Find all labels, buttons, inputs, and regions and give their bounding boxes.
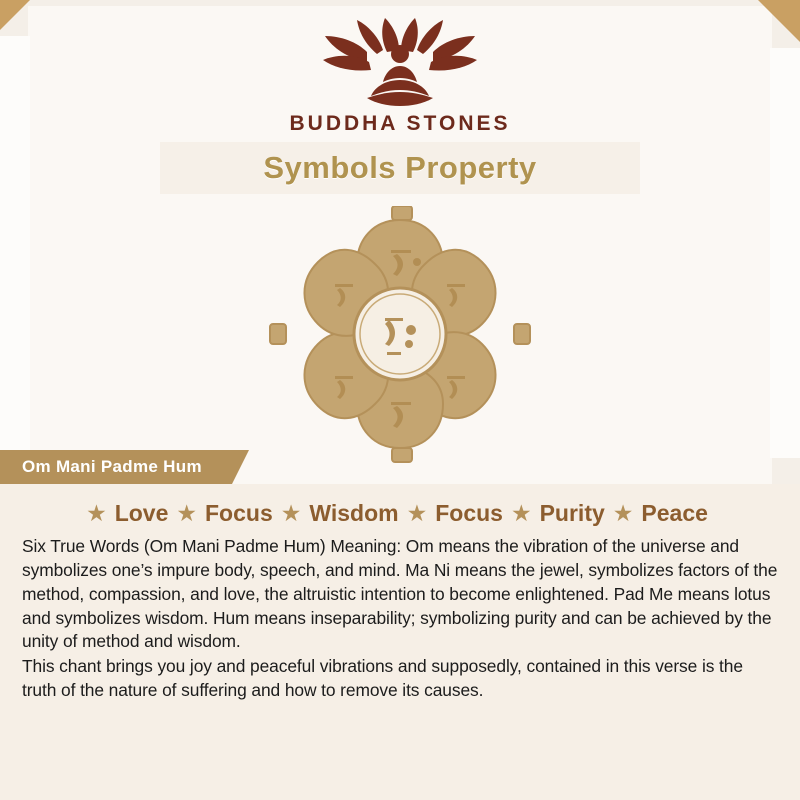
star-icon: ★ <box>612 500 634 526</box>
keyword-peace: Peace <box>641 500 708 526</box>
description-paragraph-1: Six True Words (Om Mani Padme Hum) Meaning: Om means the vibration of the universe and symbolizes one’s impure body, speech, and mind. Ma Ni means the jewel, symbolizes factors of the method, compassion, and love, the altruistic intention to become enlightened. Pad Me means lotus and symbolizes wisdom. Hum means inseparability; symbolizing purity and can be achieved by the unity of method and wisdom. <box>22 536 778 652</box>
description-paragraph-2: This chant brings you joy and peaceful vibrations and supposedly, contained in this verse is the truth of the nature of suffering and how to remove its causes. <box>22 656 743 701</box>
keyword-row <box>22 500 778 527</box>
star-icon: ★ <box>510 500 532 526</box>
star-icon: ★ <box>176 500 197 526</box>
lotus-meditation-figure-icon <box>295 18 505 110</box>
star-icon: ★ <box>280 500 302 526</box>
ribbon-text: Om Mani Padme Hum <box>22 457 202 476</box>
star-icon: ★ <box>406 500 428 526</box>
om-mani-padme-hum-lotus-mandala-icon <box>235 206 565 466</box>
star-icon: ★ <box>86 500 107 526</box>
brand-name: BUDDHA STONES <box>289 112 511 135</box>
keyword-love: Love <box>114 500 169 526</box>
keyword-purity: Purity <box>539 500 605 526</box>
description-text <box>22 535 778 703</box>
title-banner <box>160 142 640 194</box>
mandala-illustration <box>0 206 800 466</box>
description-panel <box>0 484 800 800</box>
brand-logo <box>0 18 800 136</box>
keyword-wisdom: Wisdom <box>309 500 399 526</box>
keyword-focus-1: Focus <box>205 500 273 526</box>
keyword-focus-2: Focus <box>435 500 503 526</box>
page-title: Symbols Property <box>263 150 537 185</box>
ribbon-label <box>0 450 232 484</box>
